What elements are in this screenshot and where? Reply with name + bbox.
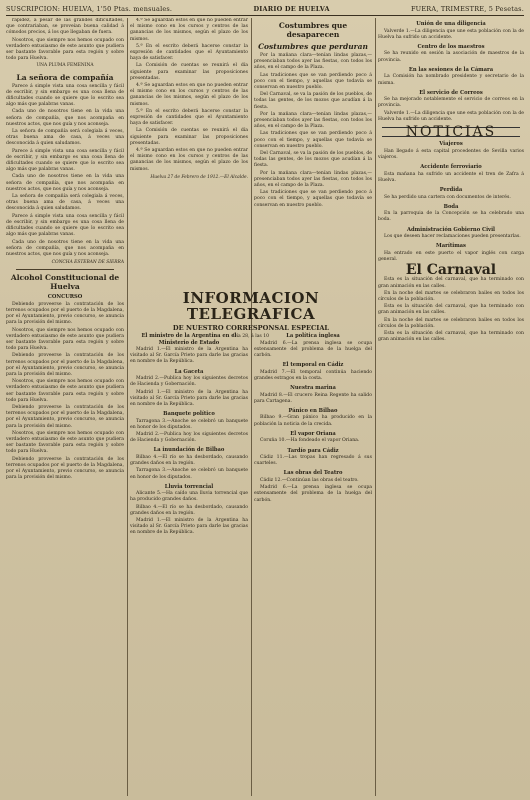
- news-headline: El temporal en Cádiz: [282, 362, 344, 369]
- news-headline: La inundación de Bilbao: [153, 447, 225, 454]
- news-headline: Accidente ferroviario: [420, 164, 482, 171]
- column-divider: [127, 18, 128, 796]
- column-divider: [375, 18, 376, 796]
- article-paragraph: Del Carnaval, se va la pasión de los pueblos, de todas las gentes, de los mozos que acudían á la fiesta.: [254, 151, 372, 169]
- article-paragraph: Las tradiciones que se van perdiendo poco á poco con el tiempo, y aquellas que todavía se conservan en nuestro pueblo.: [254, 131, 372, 149]
- news-headline: Lluvia torrencial: [164, 483, 214, 490]
- article-signature: Huelva 27 de Febrero de 1912.—El Alcalde.: [150, 174, 248, 180]
- article-paragraph: La Comisión de cuentas se reunirá el día siguiente para examinar las proposiciones presentadas.: [130, 128, 248, 146]
- masthead-subscription-local: SUSCRIPCION: HUELVA, 1'50 Ptas. mensuales.: [6, 4, 173, 13]
- news-paragraph: Valverde 1.—La diligencia que une esta población con la de Huelva ha sufrido un accidente.: [378, 110, 524, 122]
- article-paragraph: Cada uno de nosotros tiene en la vida una señora de compañía, que nos acompaña en nuestros actos, que nos guía y nos aconseja.: [6, 174, 124, 192]
- news-paragraph: Madrid 6.—La prensa inglesa se ocupa extensamente del problema de la huelga del carbón.: [254, 340, 372, 358]
- article-paragraph: 5.ª En el escrito deberá hacerse constar la expresión de cantidades que el Ayuntamiento haya de satisfacer.: [130, 43, 248, 62]
- news-paragraph: Han llegado á esta capital procedentes de Sevilla varios viajeros.: [378, 148, 524, 160]
- column-divider: [251, 18, 252, 796]
- masthead-subscription-outside: FUERA, TRIMESTRE, 5 Pesetas.: [410, 4, 524, 13]
- article-headline: Costumbres que perduran: [258, 42, 368, 51]
- article-paragraph: La señora de compañía será colegiala á veces, otras buena ama de casa, á veces una desconocida á quien saludamos.: [6, 129, 124, 147]
- news-headline: El servicio de Correos: [419, 89, 483, 96]
- article-paragraph: 5.ª En el escrito deberá hacerse constar la expresión de cantidades que el Ayuntamiento haya de satisfacer.: [130, 108, 248, 127]
- news-headline: Marítimas: [436, 243, 466, 250]
- news-headline: Perdida: [439, 187, 463, 194]
- article-paragraph: Cada uno de nosotros tiene en la vida una señora de compañía, que nos acompaña en nuestros actos, que nos guía y nos aconseja.: [6, 109, 124, 127]
- telegraph-column-2: [254, 330, 372, 786]
- news-paragraph: Coruña 10.—Ha fondeado el vapor Oriana.: [260, 438, 360, 444]
- news-headline: La Gaceta: [174, 368, 204, 375]
- news-paragraph: Bilbao 9.—Gran pánico ha producido en la población la noticia de la crecida.: [254, 415, 372, 427]
- news-paragraph: En la parroquia de la Concepción se ha celebrado una boda.: [378, 211, 524, 223]
- news-headline: La política inglesa: [286, 333, 340, 339]
- news-headline: En las sesiones de la Cámara: [408, 66, 494, 73]
- article-paragraph: Nosotros, que siempre nos hemos ocupado con verdadero entusiasmo de este asunto que pudiera ser bastante favorable para esta región y sobre todo para Huelva.: [6, 379, 124, 403]
- news-paragraph: Tarragona 3.—Anoche se celebró un banquete en honor de los diputados.: [130, 468, 248, 480]
- news-paragraph: Madrid 2.—Publica hoy los siguientes decretos de Hacienda y Gobernación.: [130, 376, 248, 388]
- news-paragraph: Bilbao 4.—El río se ha desbordado, causando grandes daños en la región.: [130, 454, 248, 467]
- article-paragraph: Del Carnaval, se va la pasión de los pueblos, de todas las gentes, de los mozos que acudían á la fiesta.: [254, 92, 372, 110]
- news-headline: Pánico en Bilbao: [288, 407, 338, 414]
- news-headline: Viajeros: [439, 141, 463, 148]
- article-paragraph: Las tradiciones que se van perdiendo poco á poco con el tiempo, y aquellas que todavía se conservan en nuestro pueblo.: [254, 72, 372, 91]
- news-headline: El vapor Oriana: [290, 430, 336, 437]
- article-paragraph: Por la mañana clara—tenían lindas plazas,—presenciaban todos ayer las fiestas, con todos los años, en el campo de la Plaza.: [254, 53, 372, 71]
- news-headline: Centro de los maestros: [417, 43, 485, 50]
- article-paragraph: Debiendo proveerse la contratación de los terrenos ocupados por el puerto de la Magdalena, por el Ayuntamiento, previo concurso, se anuncia para la provisión del mismo.: [6, 456, 124, 481]
- article-headline: Alcohol Constitucional de Huelva: [10, 273, 120, 292]
- carnaval-section-title: El Carnaval: [405, 262, 497, 279]
- news-headline: El ministro de la Argentina en el Ministerio de Estado: [141, 333, 237, 346]
- news-headline: Unión de una diligencia: [416, 21, 486, 27]
- column-1: [6, 18, 124, 796]
- news-paragraph: Esta es la situación del carnaval, que ha terminado con gran animación en las calles.: [378, 277, 524, 289]
- column-2: [130, 18, 248, 268]
- news-paragraph: Madrid 2.—Publica hoy los siguientes decretos de Hacienda y Gobernación.: [130, 432, 248, 444]
- article-paragraph: Por la mañana clara—tenían lindas plazas,—presenciaban todos ayer las fiestas, con todos los años, en el campo de la Plaza.: [254, 111, 372, 130]
- article-signature: CONCHA ESTEBAN DE SIERRA: [51, 260, 124, 266]
- news-paragraph: Los que deseen hacer reclamaciones pueden presentarlas.: [384, 234, 521, 240]
- article-subheadline: CONCURSO: [47, 294, 83, 301]
- news-paragraph: Madrid 6.—La prensa inglesa se ocupa extensamente del problema de la huelga del carbón.: [254, 485, 372, 503]
- news-paragraph: Madrid 8.—El crucero Reina Regente ha salido para Cartagena.: [254, 392, 372, 404]
- article-paragraph: Debiendo proveerse la contratación de los terrenos ocupados por el puerto de la Magdalena, por el Ayuntamiento, previo concurso, se anuncia para la provisión del mismo.: [6, 301, 124, 326]
- article-paragraph: Debiendo proveerse la contratación de los terrenos ocupados por el puerto de la Magdalena, por el Ayuntamiento, previo concurso, se anuncia para la provisión del mismo.: [6, 405, 124, 429]
- column-4: [378, 18, 524, 796]
- news-paragraph: Valverde 1.—La diligencia que une esta población con la de Huelva ha sufrido un accidente.: [378, 28, 524, 40]
- article-paragraph: La señora de compañía será colegiala á veces, otras buena ama de casa, á veces una desconocida á quien saludamos.: [6, 194, 124, 212]
- article-headline: La señora de compañía: [16, 72, 114, 82]
- news-headline: Boda: [443, 203, 459, 210]
- news-headline: Banquete político: [163, 411, 215, 418]
- article-paragraph: 4.ª Se aguardan estos en que no pueden entrar el mismo cono en los cursos y centros de las ganancias de los mismos, según el plazo de los mismos.: [130, 83, 248, 107]
- article-headline: Costumbres que desaparecen: [278, 21, 348, 39]
- news-headline: Tardío para Cádiz: [287, 447, 339, 454]
- news-paragraph: Bilbao 4.—El río se ha desbordado, causando grandes daños en la región.: [130, 504, 248, 516]
- news-paragraph: En la noche del martes se celebraron bailes en todos los círculos de la población.: [378, 290, 524, 303]
- news-paragraph: Madrid 1.—El ministro de la Argentina ha visitado al Sr. García Prieto para darle las gracias en nombre de la República.: [130, 347, 248, 365]
- column-3: [254, 18, 372, 318]
- telegraph-title: INFORMACION TELEGRAFICA: [182, 289, 320, 323]
- telegraph-dateline: Día 28, á las 10: [232, 334, 270, 339]
- article-paragraph: Las tradiciones que se van perdiendo poco á poco con el tiempo, y aquellas que todavía se conservan en nuestro pueblo.: [254, 190, 372, 208]
- article-paragraph: 4.ª Se aguardan estos en que no pueden entrar el mismo cono en los cursos y centros de las ganancias de los mismos, según el plazo de los mismos.: [130, 148, 248, 172]
- news-paragraph: Esta es la situación del carnaval, que ha terminado con gran animación en las calles.: [378, 304, 524, 316]
- article-paragraph: rapidez, á pesar de las grandes dificultades, que contrariaban, se proveían buena calidad á cómodos precios, á los que llegaban de fuera.: [6, 18, 124, 36]
- article-paragraph: Parece á simple vista una cosa sencilla y fácil de escribir, y sin embargo es una cosa llena de dificultades cuando se quiere que lo escrito sea algo más que palabras vanas.: [6, 148, 124, 173]
- article-paragraph: Parece á simple vista una cosa sencilla y fácil de escribir, y sin embargo es una cosa llena de dificultades cuando se quiere que lo escrito sea algo más que palabras vanas.: [6, 213, 124, 238]
- news-paragraph: Madrid 7.—El temporal continúa haciendo grandes estragos en la costa.: [254, 369, 372, 381]
- noticias-section-title: NOTICIAS: [382, 127, 520, 137]
- news-paragraph: Tarragona 3.—Anoche se celebró un banquete en honor de los diputados.: [130, 418, 248, 430]
- news-paragraph: Esta mañana ha sufrido un accidente el tren de Zafra á Huelva.: [378, 171, 524, 183]
- news-paragraph: Se ha reunido en sesión la asociación de maestros de la provincia.: [378, 51, 524, 63]
- article-paragraph: Cada uno de nosotros tiene en la vida una señora de compañía, que nos acompaña en nuestros actos, que nos guía y nos aconseja.: [6, 239, 124, 257]
- article-paragraph: Debiendo proveerse la contratación de los terrenos ocupados por el puerto de la Magdalena, por el Ayuntamiento, previo concurso, se anuncia para la provisión del mismo.: [6, 353, 124, 378]
- masthead: [6, 2, 524, 16]
- article-paragraph: La Comisión de cuentas se reunirá el día siguiente para examinar las proposiciones presentadas.: [130, 63, 248, 81]
- news-paragraph: Se ha perdido una cartera con documentos de interés.: [384, 194, 511, 200]
- telegraph-column-1: [130, 330, 248, 786]
- news-paragraph: Se ha mejorado notablemente el servicio de correos en la provincia.: [378, 97, 524, 109]
- news-headline: Las obras del Teatro: [283, 470, 343, 477]
- article-paragraph: Nosotros, que siempre nos hemos ocupado con verdadero entusiasmo de este asunto que pudiera ser bastante favorable para esta región y sobre todo para Huelva.: [6, 430, 124, 455]
- news-paragraph: La Comisión ha nombrado presidente y secretario de la misma.: [378, 74, 524, 86]
- article-paragraph: 4.ª Se aguardan estos en que no pueden entrar el mismo cono en los cursos y centros de las ganancias de los mismos, según el plazo de los mismos.: [130, 18, 248, 42]
- news-paragraph: Esta es la situación del carnaval, que ha terminado con gran animación en las calles.: [378, 331, 524, 343]
- news-paragraph: Ha entrado en este puerto el vapor inglés con carga general.: [378, 250, 524, 263]
- news-paragraph: Cádiz 12.—Continúan las obras del teatro.: [260, 477, 359, 483]
- news-headline: Nuestra marina: [290, 385, 336, 392]
- article-paragraph: Nosotros, que siempre nos hemos ocupado con verdadero entusiasmo de este asunto que pudiera ser bastante favorable para esta región y sobre todo para Huelva.: [6, 327, 124, 352]
- masthead-title: DIARIO DE HUELVA: [253, 4, 330, 13]
- news-paragraph: En la noche del martes se celebraron bailes en todos los círculos de la población.: [378, 317, 524, 329]
- divider: [16, 269, 114, 270]
- article-paragraph: Parece á simple vista una cosa sencilla y fácil de escribir, y sin embargo es una cosa llena de dificultades cuando se quiere que lo escrito sea algo más que palabras vanas.: [6, 83, 124, 108]
- section-kicker: UNA PLUMA FEMENINA: [36, 63, 94, 69]
- news-paragraph: Madrid 1.—El ministro de la Argentina ha visitado al Sr. García Prieto para darle las gracias en nombre de la República.: [130, 518, 248, 536]
- news-paragraph: Cádiz 11.—Las tropas han regresado á sus cuarteles.: [254, 455, 372, 467]
- article-paragraph: Por la mañana clara—tenían lindas plazas,—presenciaban todos ayer las fiestas, con todos los años, en el campo de la Plaza.: [254, 170, 372, 189]
- article-paragraph: Nosotros, que siempre nos hemos ocupado con verdadero entusiasmo de este asunto que pudiera ser bastante favorable para esta región y sobre todo para Huelva.: [6, 37, 124, 62]
- news-headline: Administración Gobierno Civil: [406, 226, 496, 233]
- news-paragraph: Alicante 5.—Ha caído una lluvia torrencial que ha producido grandes daños.: [130, 491, 248, 503]
- news-paragraph: Madrid 1.—El ministro de la Argentina ha visitado al Sr. García Prieto para darle las gracias en nombre de la República.: [130, 389, 248, 407]
- telegraph-subtitle: DE NUESTRO CORRESPONSAL ESPECIAL: [172, 324, 330, 332]
